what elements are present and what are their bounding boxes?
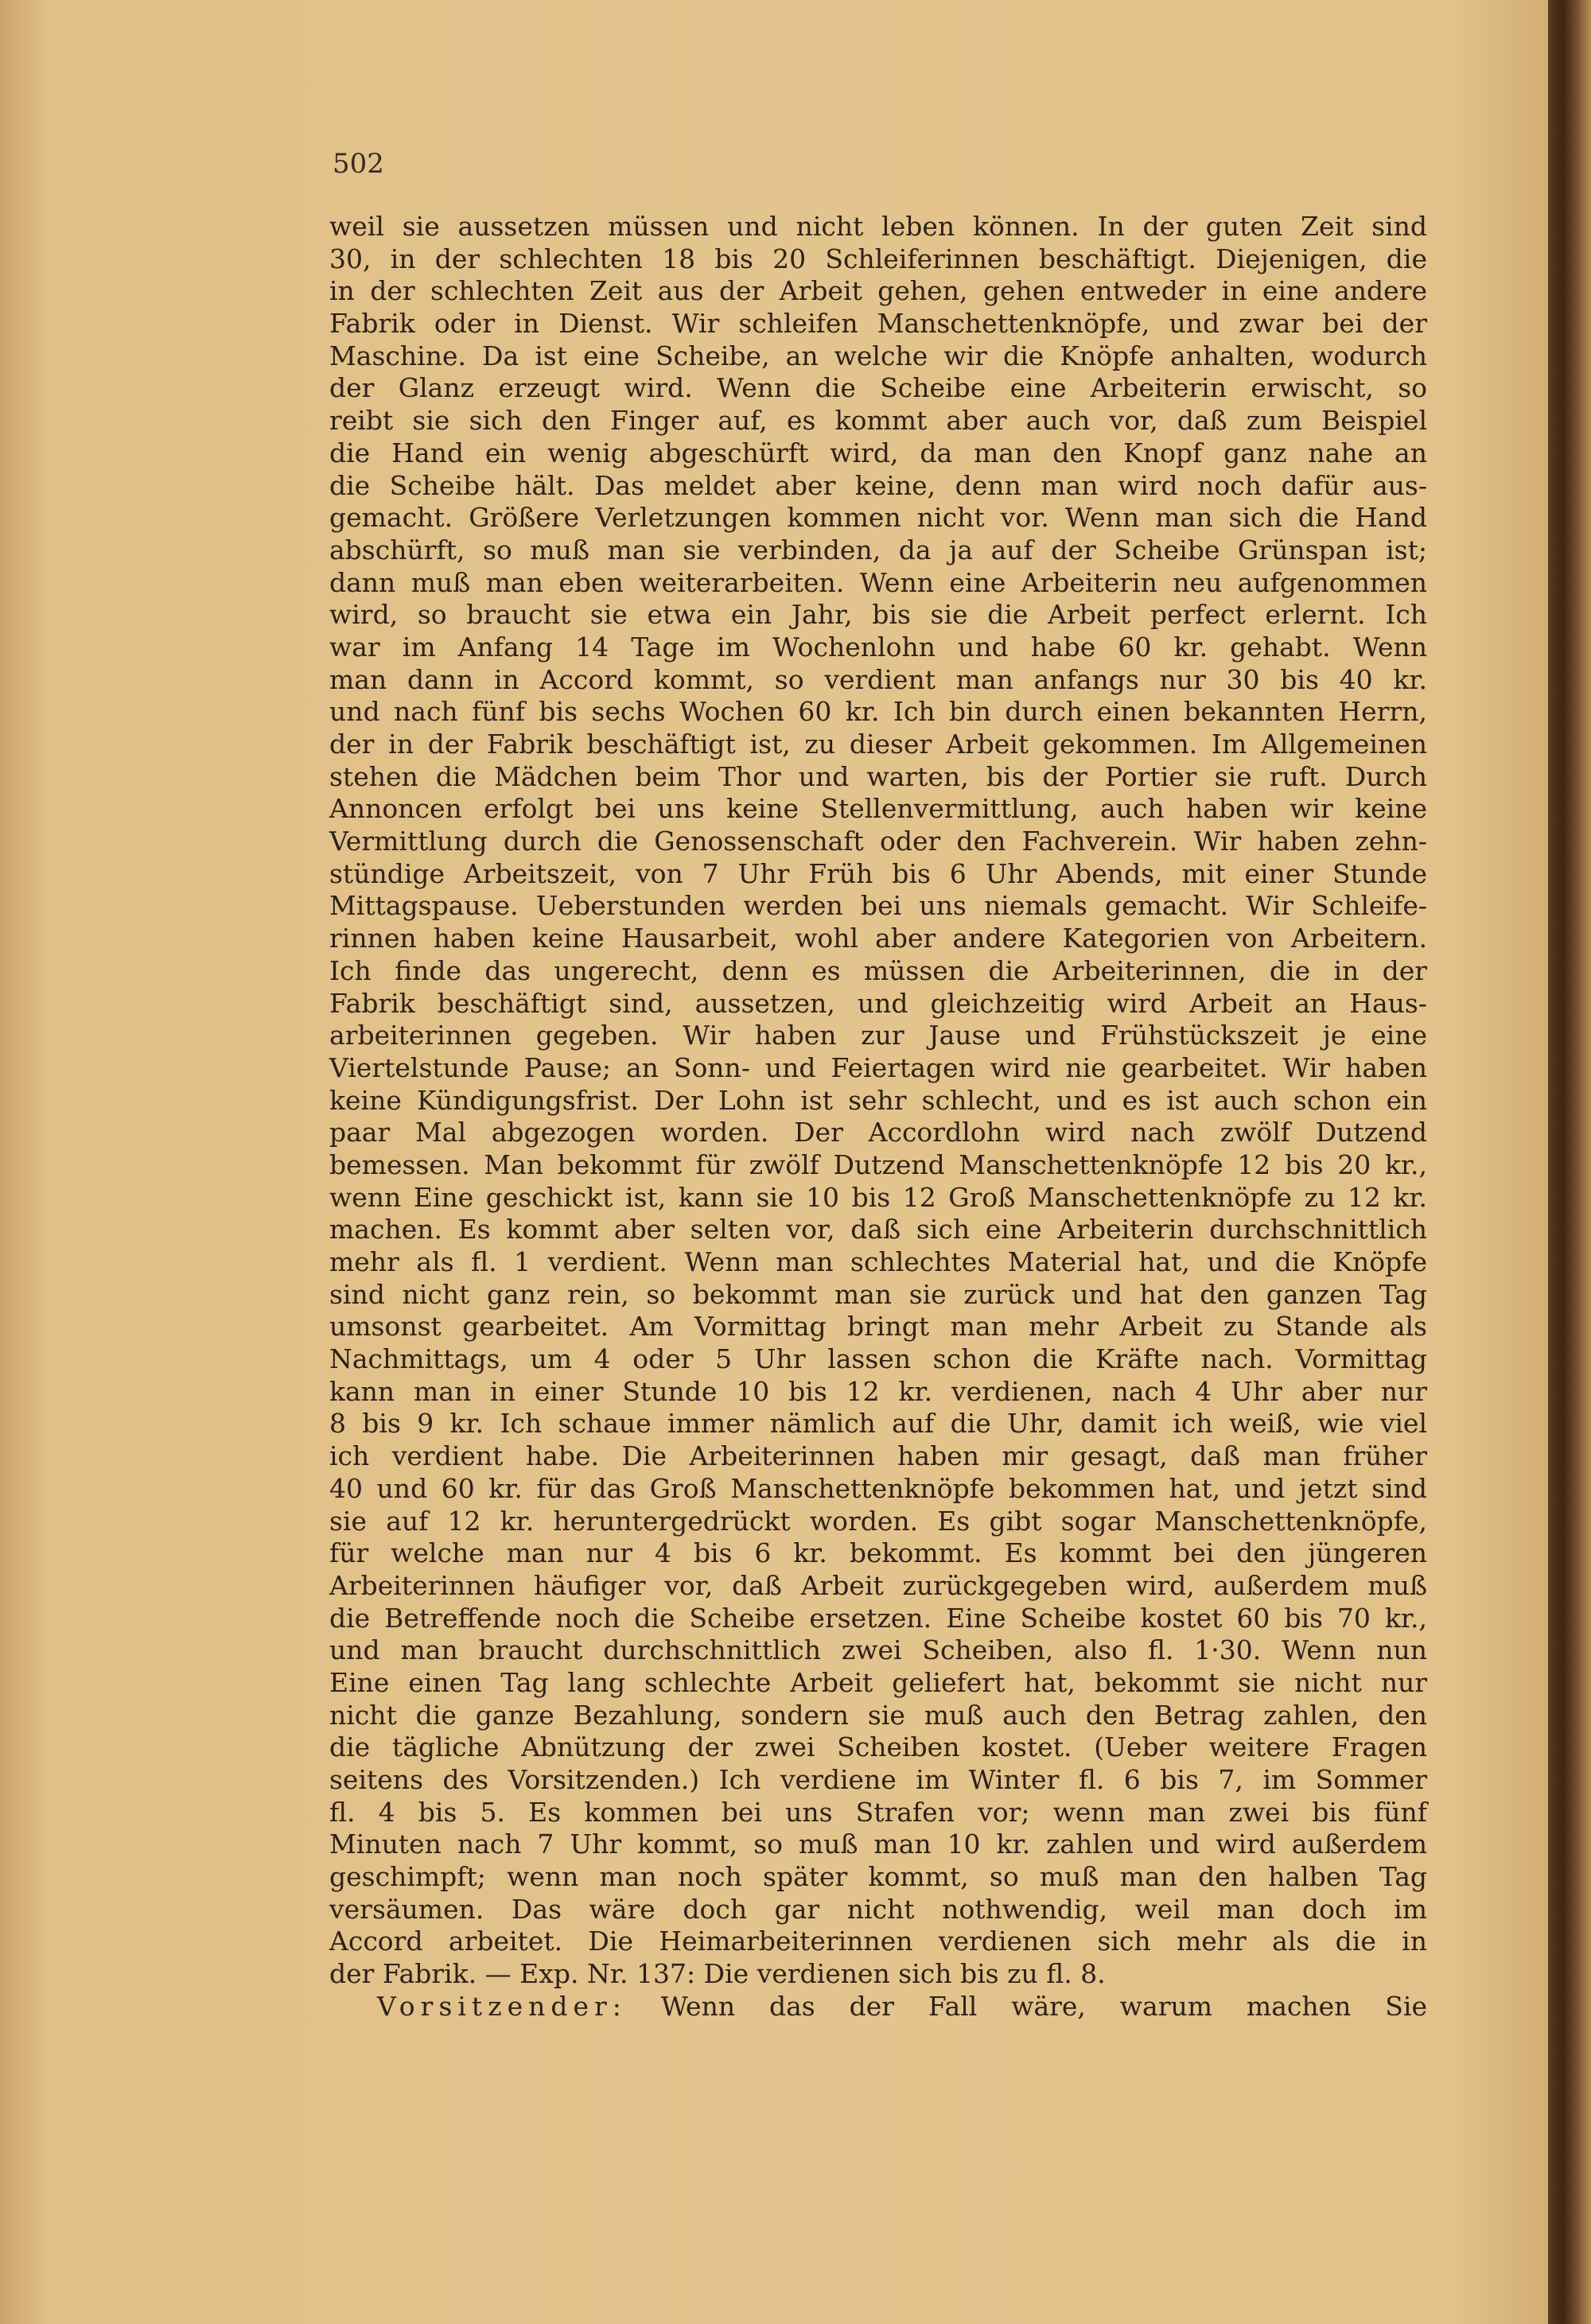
text-line: der in der Fabrik beschäftigt ist, zu dieser Arbeit gekommen. Im Allgemeinen bbox=[329, 729, 1427, 760]
text-line: Eine einen Tag lang schlechte Arbeit geliefert hat, bekommt sie nicht nur bbox=[329, 1666, 1427, 1698]
text-line: Maschine. Da ist eine Scheibe, an welche wir die Knöpfe anhalten, wodurch bbox=[329, 340, 1427, 371]
text-line: die tägliche Abnützung der zwei Scheiben kostet. (Ueber weitere Fragen bbox=[329, 1731, 1427, 1763]
text-line: mehr als fl. 1 verdient. Wenn man schlechtes Material hat, und die Knöpfe bbox=[329, 1246, 1427, 1277]
text-line: für welche man nur 4 bis 6 kr. bekommt. Es kommt bei den jüngeren bbox=[329, 1537, 1427, 1569]
text-line: wenn Eine geschickt ist, kann sie 10 bis 12 Groß Manschettenknöpfe zu 12 kr. bbox=[329, 1181, 1427, 1213]
text-line: Nachmittags, um 4 oder 5 Uhr lassen schon die Kräfte nach. Vormittag bbox=[329, 1343, 1427, 1375]
text-line: und man braucht durchschnittlich zwei Scheiben, also fl. 1·30. Wenn nun bbox=[329, 1634, 1427, 1666]
book-spine-edge bbox=[1548, 0, 1591, 2324]
text-line: arbeiterinnen gegeben. Wir haben zur Jause und Frühstückszeit je eine bbox=[329, 1020, 1427, 1051]
text-line: rinnen haben keine Hausarbeit, wohl aber andere Kategorien von Arbeitern. bbox=[329, 923, 1427, 954]
text-line: stehen die Mädchen beim Thor und warten, bis der Portier sie ruft. Durch bbox=[329, 760, 1427, 792]
text-line: und nach fünf bis sechs Wochen 60 kr. Ich bin durch einen bekannten Herrn, bbox=[329, 696, 1427, 728]
text-line: keine Kündigungsfrist. Der Lohn ist sehr schlecht, und es ist auch schon ein bbox=[329, 1084, 1427, 1116]
text-line: gemacht. Größere Verletzungen kommen nicht vor. Wenn man sich die Hand bbox=[329, 502, 1427, 534]
text-line: der Glanz erzeugt wird. Wenn die Scheibe eine Arbeiterin erwischt, so bbox=[329, 372, 1427, 404]
text-line: fl. 4 bis 5. Es kommen bei uns Strafen vor; wenn man zwei bis fünf bbox=[329, 1796, 1427, 1828]
text-line: die Scheibe hält. Das meldet aber keine, denn man wird noch dafür aus- bbox=[329, 469, 1427, 501]
text-line: Arbeiterinnen häufiger vor, daß Arbeit zurückgegeben wird, außerdem muß bbox=[329, 1569, 1427, 1601]
text-line: sind nicht ganz rein, so bekommt man sie zurück und hat den ganzen Tag bbox=[329, 1278, 1427, 1310]
text-line: umsonst gearbeitet. Am Vormittag bringt man mehr Arbeit zu Stande als bbox=[329, 1311, 1427, 1343]
text-line: dann muß man eben weiterarbeiten. Wenn eine Arbeiterin neu aufgenommen bbox=[329, 566, 1427, 598]
text-line: reibt sie sich den Finger auf, es kommt aber auch vor, daß zum Beispiel bbox=[329, 405, 1427, 437]
text-line: machen. Es kommt aber selten vor, daß sich eine Arbeiterin durchschnittlich bbox=[329, 1214, 1427, 1246]
body-text bbox=[329, 211, 1427, 2023]
text-line: abschürft, so muß man sie verbinden, da ja auf der Scheibe Grünspan ist; bbox=[329, 534, 1427, 565]
text-line: man dann in Accord kommt, so verdient man anfangs nur 30 bis 40 kr. bbox=[329, 663, 1427, 695]
text-line: 40 und 60 kr. für das Groß Manschettenknöpfe bekommen hat, und jetzt sind bbox=[329, 1472, 1427, 1504]
text-line: versäumen. Das wäre doch gar nicht nothwendig, weil man doch im bbox=[329, 1893, 1427, 1925]
text-line: die Hand ein wenig abgeschürft wird, da man den Knopf ganz nahe an bbox=[329, 437, 1427, 468]
text-line: kann man in einer Stunde 10 bis 12 kr. verdienen, nach 4 Uhr aber nur bbox=[329, 1375, 1427, 1407]
text-line: Fabrik beschäftigt sind, aussetzen, und gleichzeitig wird Arbeit an Haus- bbox=[329, 987, 1427, 1019]
text-line: stündige Arbeitszeit, von 7 Uhr Früh bis 6 Uhr Abends, mit einer Stunde bbox=[329, 857, 1427, 889]
text-line: sie auf 12 kr. heruntergedrückt worden. Es gibt sogar Manschettenknöpfe, bbox=[329, 1505, 1427, 1537]
text-line: war im Anfang 14 Tage im Wochenlohn und habe 60 kr. gehabt. Wenn bbox=[329, 631, 1427, 663]
text-line: 8 bis 9 kr. Ich schaue immer nämlich auf die Uhr, damit ich weiß, wie viel bbox=[329, 1408, 1427, 1440]
text-line: Viertelstunde Pause; an Sonn- und Feiertagen wird nie gearbeitet. Wir haben bbox=[329, 1051, 1427, 1083]
speaker-line bbox=[329, 1991, 1427, 2023]
text-line: Ich finde das ungerecht, denn es müssen die Arbeiterinnen, die in der bbox=[329, 954, 1427, 986]
text-line: bemessen. Man bekommt für zwölf Dutzend Manschettenknöpfe 12 bis 20 kr., bbox=[329, 1148, 1427, 1180]
text-line: der Fabrik. — Exp. Nr. 137: Die verdienen sich bis zu fl. 8. bbox=[329, 1958, 1106, 1990]
speaker-text: Wenn das der Fall wäre, warum machen Sie bbox=[660, 1990, 1427, 2022]
text-line: nicht die ganze Bezahlung, sondern sie muß auch den Betrag zahlen, den bbox=[329, 1699, 1427, 1731]
speaker-label: Vorsitzender: bbox=[377, 1990, 627, 2022]
text-line: in der schlechten Zeit aus der Arbeit gehen, gehen entweder in eine andere bbox=[329, 275, 1427, 307]
text-line: Annoncen erfolgt bei uns keine Stellenvermittlung, auch haben wir keine bbox=[329, 793, 1427, 825]
text-line: wird, so braucht sie etwa ein Jahr, bis sie die Arbeit perfect erlernt. Ich bbox=[329, 599, 1427, 631]
text-line: die Betreffende noch die Scheibe ersetzen. Eine Scheibe kostet 60 bis 70 kr., bbox=[329, 1602, 1427, 1634]
text-line: weil sie aussetzen müssen und nicht leben können. In der guten Zeit sind bbox=[329, 211, 1427, 242]
text-line: geschimpft; wenn man noch später kommt, so muß man den halben Tag bbox=[329, 1861, 1427, 1893]
text-line: Minuten nach 7 Uhr kommt, so muß man 10 kr. zahlen und wird außerdem bbox=[329, 1828, 1427, 1860]
text-line: Fabrik oder in Dienst. Wir schleifen Manschettenknöpfe, und zwar bei der bbox=[329, 308, 1427, 340]
page-number: 502 bbox=[333, 148, 384, 180]
text-line: Vermittlung durch die Genossenschaft oder den Fachverein. Wir haben zehn- bbox=[329, 826, 1427, 857]
text-line: seitens des Vorsitzenden.) Ich verdiene im Winter fl. 6 bis 7, im Sommer bbox=[329, 1764, 1427, 1795]
text-line: ich verdient habe. Die Arbeiterinnen haben mir gesagt, daß man früher bbox=[329, 1440, 1427, 1472]
text-line: Mittagspause. Ueberstunden werden bei uns niemals gemacht. Wir Schleife- bbox=[329, 890, 1427, 922]
text-line: Accord arbeitet. Die Heimarbeiterinnen verdienen sich mehr als die in bbox=[329, 1926, 1427, 1957]
text-line: 30, in der schlechten 18 bis 20 Schleiferinnen beschäftigt. Diejenigen, die bbox=[329, 243, 1427, 274]
text-line: paar Mal abgezogen worden. Der Accordlohn wird nach zwölf Dutzend bbox=[329, 1117, 1427, 1148]
